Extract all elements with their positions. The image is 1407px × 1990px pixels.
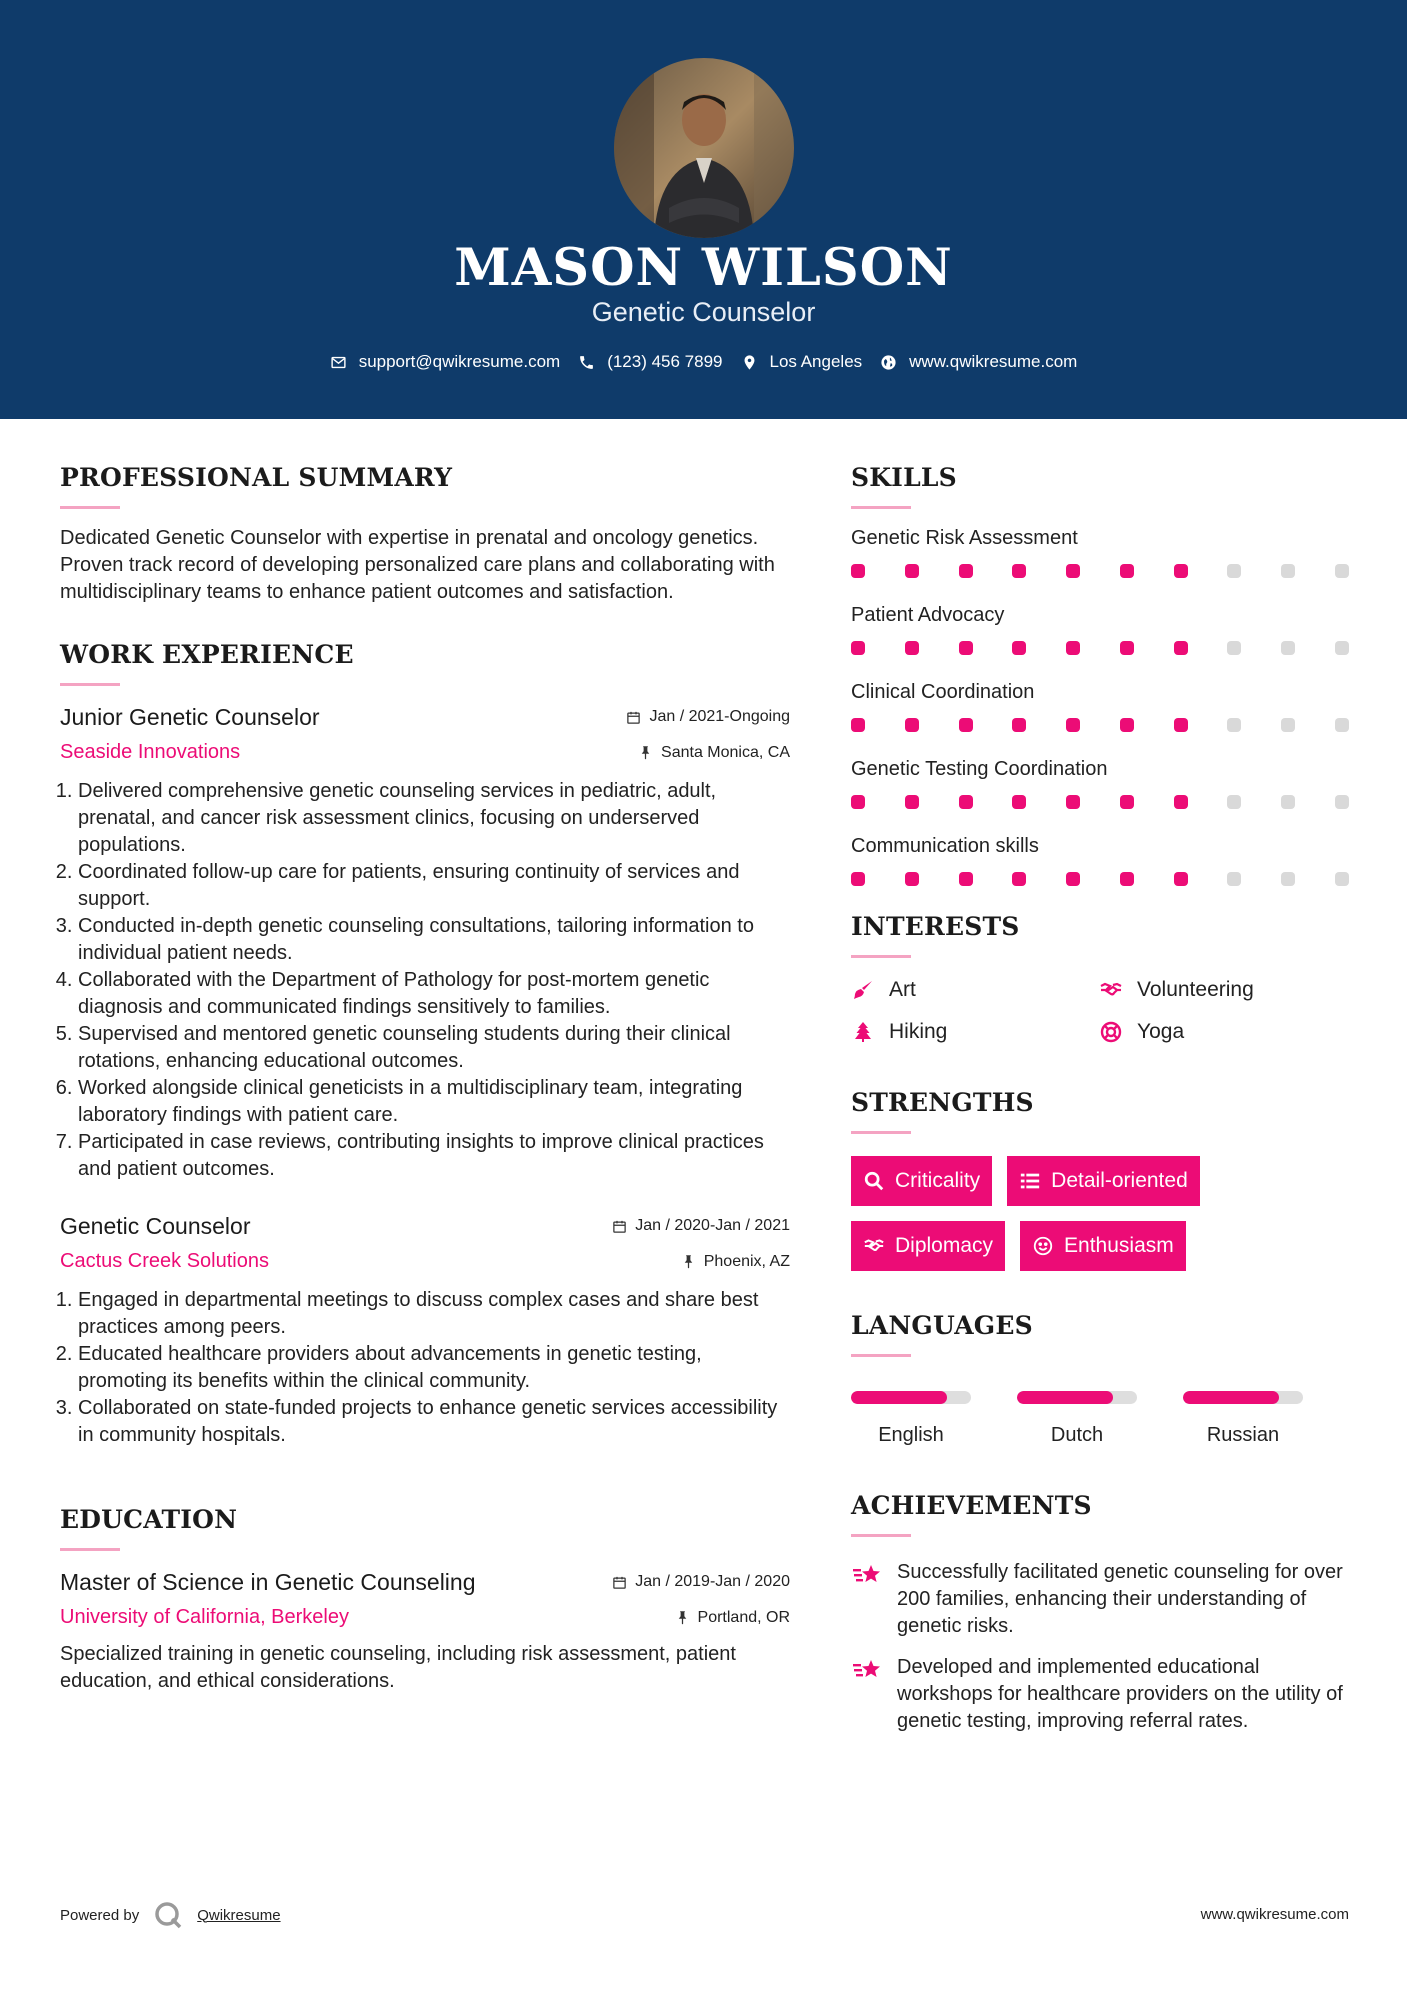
achievements-heading: ACHIEVEMENTS bbox=[851, 1491, 1092, 1520]
paintbrush-icon bbox=[851, 978, 875, 1002]
contact-phone-text: (123) 456 7899 bbox=[607, 352, 723, 371]
duty-item: 2. Educated healthcare providers about advancements in genetic testing, promoting its benefits within the clinical community. bbox=[78, 1341, 790, 1395]
education-heading: EDUCATION bbox=[60, 1505, 238, 1534]
language-name: Dutch bbox=[1050, 1424, 1104, 1446]
rating-dot-empty bbox=[1335, 795, 1349, 809]
rating-dot-filled bbox=[1174, 795, 1188, 809]
skill-rating bbox=[851, 641, 1349, 655]
education-description: Specialized training in genetic counseling, including risk assessment, patient education, and ethical considerations. bbox=[60, 1643, 736, 1692]
language-level-bar bbox=[851, 1391, 971, 1404]
rating-dot-empty bbox=[1335, 641, 1349, 655]
rating-dot-empty bbox=[1335, 872, 1349, 886]
language-level-fill bbox=[1017, 1391, 1113, 1404]
skill-rating bbox=[851, 872, 1349, 886]
job-title: Genetic Counselor bbox=[60, 1213, 251, 1239]
footer-website[interactable]: www.qwikresume.com bbox=[1200, 1906, 1349, 1923]
education-location-text: Portland, OR bbox=[697, 1608, 790, 1626]
summary-text: Dedicated Genetic Counselor with expertise in prenatal and oncology genetics. Proven track record of developing personalized care plans and collaborating with multidisciplinary teams to enhance patient outcomes and satisfaction. bbox=[60, 527, 775, 603]
job-dates bbox=[612, 1217, 790, 1235]
search-icon bbox=[863, 1170, 885, 1192]
language-level-bar bbox=[1017, 1391, 1137, 1404]
job-dates-text: Jan / 2020-Jan / 2021 bbox=[635, 1217, 790, 1234]
language-level-bar bbox=[1183, 1391, 1303, 1404]
languages-list bbox=[851, 1391, 1351, 1447]
skill-rating bbox=[851, 564, 1349, 578]
strength-label: Enthusiasm bbox=[1064, 1234, 1174, 1257]
company-name: Seaside Innovations bbox=[60, 741, 241, 763]
skill-name: Patient Advocacy bbox=[851, 604, 1005, 626]
skill-name: Genetic Testing Coordination bbox=[851, 758, 1108, 780]
achievements-section bbox=[851, 1491, 1351, 1735]
interest-item-art bbox=[851, 978, 1099, 1002]
achievements-list bbox=[851, 1559, 1351, 1735]
profile-photo bbox=[614, 58, 794, 238]
pushpin-icon bbox=[681, 1254, 696, 1269]
rating-dot-empty bbox=[1227, 872, 1241, 886]
job-location-text: Phoenix, AZ bbox=[703, 1252, 790, 1270]
globe-icon bbox=[880, 354, 897, 371]
rating-dot-filled bbox=[851, 872, 865, 886]
duty-item: 6. Worked alongside clinical geneticists in a multidisciplinary team, integrating laboratory findings with patient care. bbox=[78, 1075, 790, 1129]
rating-dot-filled bbox=[1012, 641, 1026, 655]
interest-item-yoga bbox=[1099, 1020, 1339, 1044]
strength-tag-diplomacy bbox=[851, 1221, 1005, 1271]
rating-dot-filled bbox=[1066, 795, 1080, 809]
rating-dot-filled bbox=[905, 872, 919, 886]
job-dates bbox=[626, 708, 790, 726]
contact-website[interactable] bbox=[880, 352, 1077, 372]
job-location bbox=[681, 1253, 790, 1271]
envelope-icon bbox=[330, 354, 347, 371]
rating-dot-empty bbox=[1227, 564, 1241, 578]
right-column bbox=[851, 463, 1351, 1735]
education-section bbox=[60, 1505, 790, 1695]
rating-dot-filled bbox=[905, 718, 919, 732]
rating-dot-filled bbox=[1120, 872, 1134, 886]
degree-title: Master of Science in Genetic Counseling bbox=[60, 1569, 476, 1595]
brand-link[interactable]: Qwikresume bbox=[197, 1906, 281, 1924]
calendar-icon bbox=[626, 710, 641, 725]
interest-label: Volunteering bbox=[1137, 978, 1254, 1001]
phone-icon bbox=[578, 354, 595, 371]
rating-dot-filled bbox=[1174, 872, 1188, 886]
skills-section bbox=[851, 463, 1351, 886]
job-location bbox=[638, 744, 790, 762]
strengths-section bbox=[851, 1088, 1351, 1271]
contact-email[interactable] bbox=[330, 352, 561, 372]
interest-label: Hiking bbox=[889, 1020, 948, 1043]
experience-heading: WORK EXPERIENCE bbox=[60, 640, 354, 669]
job-duties bbox=[60, 778, 790, 1183]
duty-item: 1. Engaged in departmental meetings to discuss complex cases and share best practices among peers. bbox=[78, 1287, 790, 1341]
interests-heading: INTERESTS bbox=[851, 912, 1020, 941]
achievement-text: Successfully facilitated genetic counseling for over 200 families, enhancing their understanding of genetic risks. bbox=[897, 1561, 1343, 1637]
rating-dot-empty bbox=[1335, 564, 1349, 578]
rating-dot-filled bbox=[1012, 795, 1026, 809]
language-name: Russian bbox=[1206, 1424, 1280, 1446]
interests-underline bbox=[851, 955, 911, 958]
job-dates-text: Jan / 2021-Ongoing bbox=[649, 708, 790, 725]
job-entry bbox=[60, 704, 790, 1183]
interests-section bbox=[851, 912, 1351, 1044]
left-column bbox=[60, 463, 790, 1695]
rating-dot-empty bbox=[1281, 872, 1295, 886]
education-underline bbox=[60, 1548, 120, 1551]
duty-item: 7. Participated in case reviews, contributing insights to improve clinical practices and patient outcomes. bbox=[78, 1129, 790, 1183]
duty-item: 3. Conducted in-depth genetic counseling consultations, tailoring information to individual patient needs. bbox=[78, 913, 790, 967]
rating-dot-filled bbox=[1012, 872, 1026, 886]
strength-label: Criticality bbox=[895, 1169, 981, 1192]
summary-heading: PROFESSIONAL SUMMARY bbox=[60, 463, 453, 492]
map-pin-icon bbox=[741, 354, 758, 371]
strengths-underline bbox=[851, 1131, 911, 1134]
job-title: Junior Genetic Counselor bbox=[60, 704, 320, 730]
rating-dot-filled bbox=[959, 641, 973, 655]
smile-icon bbox=[1032, 1235, 1054, 1257]
language-level-fill bbox=[1183, 1391, 1279, 1404]
education-dates-text: Jan / 2019-Jan / 2020 bbox=[635, 1573, 790, 1590]
rating-dot-filled bbox=[905, 641, 919, 655]
strength-label: Diplomacy bbox=[895, 1234, 994, 1257]
rating-dot-empty bbox=[1281, 564, 1295, 578]
rating-dot-empty bbox=[1335, 718, 1349, 732]
rating-dot-filled bbox=[1120, 641, 1134, 655]
handshake-icon bbox=[863, 1235, 885, 1257]
achievement-item bbox=[851, 1559, 1351, 1640]
rating-dot-filled bbox=[851, 795, 865, 809]
languages-heading: LANGUAGES bbox=[851, 1311, 1033, 1340]
rating-dot-filled bbox=[1174, 564, 1188, 578]
shooting-star-icon bbox=[851, 1559, 883, 1591]
rating-dot-filled bbox=[959, 564, 973, 578]
list-icon bbox=[1019, 1170, 1041, 1192]
education-entry bbox=[60, 1569, 790, 1695]
rating-dot-empty bbox=[1281, 718, 1295, 732]
rating-dot-filled bbox=[1120, 718, 1134, 732]
languages-section bbox=[851, 1311, 1351, 1447]
job-entry bbox=[60, 1213, 790, 1449]
tree-icon bbox=[851, 1020, 875, 1044]
skill-rating bbox=[851, 795, 1349, 809]
skill-name: Genetic Risk Assessment bbox=[851, 527, 1078, 549]
achievement-text: Developed and implemented educational workshops for healthcare providers on the utility of genetic testing, improving referral rates. bbox=[897, 1656, 1343, 1732]
rating-dot-filled bbox=[1120, 795, 1134, 809]
language-level-fill bbox=[851, 1391, 947, 1404]
rating-dot-filled bbox=[905, 795, 919, 809]
languages-underline bbox=[851, 1354, 911, 1357]
duty-item: 5. Supervised and mentored genetic counseling students during their clinical rotations, enhancing educational outcomes. bbox=[78, 1021, 790, 1075]
lifebuoy-icon bbox=[1099, 1020, 1123, 1044]
language-name: English bbox=[878, 1424, 944, 1446]
summary-underline bbox=[60, 506, 120, 509]
shooting-star-icon bbox=[851, 1654, 883, 1686]
resume-header bbox=[0, 0, 1407, 419]
rating-dot-filled bbox=[1066, 641, 1080, 655]
rating-dot-filled bbox=[851, 564, 865, 578]
strengths-heading: STRENGTHS bbox=[851, 1088, 1034, 1117]
achievements-underline bbox=[851, 1534, 911, 1537]
rating-dot-empty bbox=[1281, 795, 1295, 809]
duty-item: 2. Coordinated follow-up care for patients, ensuring continuity of services and support. bbox=[78, 859, 790, 913]
duty-item: 1. Delivered comprehensive genetic counseling services in pediatric, adult, prenatal, and cancer risk assessment clinics, focusing on underserved populations. bbox=[78, 778, 790, 859]
rating-dot-filled bbox=[959, 872, 973, 886]
pushpin-icon bbox=[638, 745, 653, 760]
rating-dot-filled bbox=[1066, 718, 1080, 732]
language-item bbox=[1017, 1391, 1137, 1447]
calendar-icon bbox=[612, 1219, 627, 1234]
strengths-list bbox=[851, 1156, 1321, 1271]
education-dates bbox=[612, 1573, 790, 1591]
language-item bbox=[851, 1391, 971, 1447]
rating-dot-filled bbox=[1120, 564, 1134, 578]
school-name: University of California, Berkeley bbox=[60, 1606, 349, 1628]
footer-powered-by bbox=[60, 1900, 281, 1930]
pushpin-icon bbox=[675, 1610, 690, 1625]
strength-label: Detail-oriented bbox=[1051, 1169, 1188, 1192]
strength-tag-enthusiasm bbox=[1020, 1221, 1186, 1271]
job-duties bbox=[60, 1287, 790, 1449]
interest-label: Art bbox=[889, 978, 916, 1001]
interest-item-volunteering bbox=[1099, 978, 1339, 1002]
rating-dot-filled bbox=[905, 564, 919, 578]
qwikresume-logo-icon bbox=[153, 1900, 183, 1930]
contact-location bbox=[741, 352, 863, 372]
contact-bar bbox=[0, 352, 1407, 372]
candidate-name: MASON WILSON bbox=[454, 238, 953, 298]
interests-list bbox=[851, 978, 1351, 1044]
rating-dot-empty bbox=[1227, 718, 1241, 732]
rating-dot-filled bbox=[1066, 564, 1080, 578]
rating-dot-filled bbox=[1066, 872, 1080, 886]
rating-dot-filled bbox=[851, 718, 865, 732]
education-location bbox=[675, 1609, 790, 1627]
skills-underline bbox=[851, 506, 911, 509]
rating-dot-filled bbox=[959, 795, 973, 809]
skill-rating bbox=[851, 718, 1349, 732]
rating-dot-empty bbox=[1227, 641, 1241, 655]
rating-dot-filled bbox=[851, 641, 865, 655]
experience-underline bbox=[60, 683, 120, 686]
contact-website-text: www.qwikresume.com bbox=[909, 352, 1078, 371]
skills-list bbox=[851, 527, 1351, 886]
handshake-icon bbox=[1099, 978, 1123, 1002]
summary-section bbox=[60, 463, 790, 606]
achievement-item bbox=[851, 1654, 1351, 1735]
skill-name: Clinical Coordination bbox=[851, 681, 1035, 703]
language-item bbox=[1183, 1391, 1303, 1447]
company-name: Cactus Creek Solutions bbox=[60, 1250, 269, 1272]
skill-name: Communication skills bbox=[851, 835, 1039, 857]
skills-heading: SKILLS bbox=[851, 463, 957, 492]
candidate-title: Genetic Counselor bbox=[591, 297, 816, 327]
rating-dot-filled bbox=[1174, 718, 1188, 732]
strength-tag-criticality bbox=[851, 1156, 992, 1206]
experience-section bbox=[60, 640, 790, 1449]
rating-dot-empty bbox=[1227, 795, 1241, 809]
job-location-text: Santa Monica, CA bbox=[661, 743, 790, 761]
rating-dot-filled bbox=[1012, 564, 1026, 578]
contact-location-text: Los Angeles bbox=[769, 352, 863, 371]
calendar-icon bbox=[612, 1575, 627, 1590]
rating-dot-filled bbox=[1174, 641, 1188, 655]
contact-phone[interactable] bbox=[578, 352, 722, 372]
interest-item-hiking bbox=[851, 1020, 1099, 1044]
contact-email-text: support@qwikresume.com bbox=[358, 352, 561, 371]
rating-dot-filled bbox=[959, 718, 973, 732]
rating-dot-filled bbox=[1012, 718, 1026, 732]
duty-item: 4. Collaborated with the Department of Pathology for post-mortem genetic diagnosis and communicated findings sensitively to families. bbox=[78, 967, 790, 1021]
duty-item: 3. Collaborated on state-funded projects to enhance genetic services accessibility in community hospitals. bbox=[78, 1395, 790, 1449]
interest-label: Yoga bbox=[1137, 1020, 1185, 1043]
rating-dot-empty bbox=[1281, 641, 1295, 655]
powered-by-text: Powered by bbox=[60, 1906, 140, 1924]
strength-tag-detail-oriented bbox=[1007, 1156, 1200, 1206]
